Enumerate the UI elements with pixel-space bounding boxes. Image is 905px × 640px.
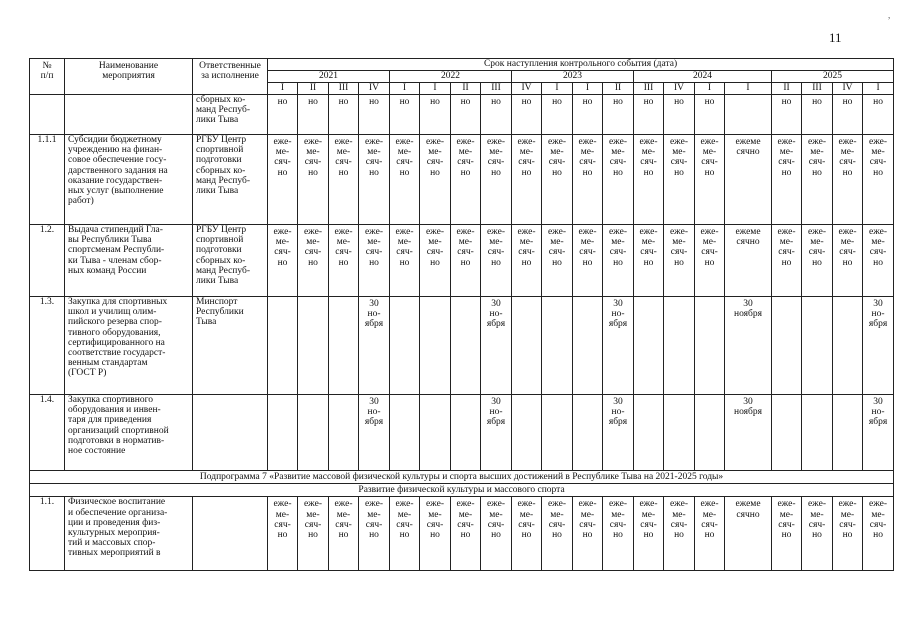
table-row: [30, 497, 894, 571]
schedule-cell: еже- ме- сяч- но: [833, 497, 863, 571]
schedule-cell: [512, 297, 542, 395]
schedule-cell: еже- ме- сяч- но: [772, 497, 802, 571]
schedule-cell: еже- ме- сяч- но: [329, 497, 359, 571]
schedule-cell: 30 но- ября: [359, 297, 390, 395]
schedule-cell: еже- ме- сяч- но: [329, 135, 359, 225]
schedule-cell: еже- ме- сяч- но: [298, 135, 329, 225]
schedule-cell: [390, 297, 420, 395]
schedule-cell: еже- ме- сяч- но: [420, 225, 451, 297]
schedule-cell: [695, 395, 725, 471]
subprogram-title: Подпрограмма 7 «Развитие массовой физической культуры и спорта высших достижений в Республике Тыва на 2021-2025 годы»: [30, 471, 894, 484]
schedule-cell: но: [695, 95, 725, 135]
schedule-cell: еже- ме- сяч- но: [512, 225, 542, 297]
header-term: Срок наступления контрольного события (дата): [268, 59, 894, 71]
schedule-cell: [695, 297, 725, 395]
schedule-cell: [833, 297, 863, 395]
header-quarter: II: [451, 83, 481, 95]
schedule-cell: но: [542, 95, 573, 135]
schedule-cell: [664, 395, 695, 471]
header-quarter: I: [863, 83, 894, 95]
schedule-cell: но: [298, 95, 329, 135]
schedule-cell: [573, 297, 603, 395]
header-quarter: III: [802, 83, 833, 95]
header-quarter: IV: [833, 83, 863, 95]
header-quarter: IV: [664, 83, 695, 95]
schedule-cell: еже- ме- сяч- но: [542, 225, 573, 297]
header-quarter: II: [603, 83, 634, 95]
header-quarter: IV: [359, 83, 390, 95]
schedule-cell: но: [451, 95, 481, 135]
schedule-cell: еже- ме- сяч- но: [359, 497, 390, 571]
schedule-cell: но: [573, 95, 603, 135]
header-year: 2023: [512, 71, 634, 83]
schedule-cell: [725, 95, 772, 135]
row-number: [30, 95, 65, 135]
row-responsible: [193, 395, 268, 471]
schedule-cell: еже- ме- сяч- но: [863, 225, 894, 297]
schedule-cell: еже- ме- сяч- но: [359, 135, 390, 225]
schedule-cell: но: [512, 95, 542, 135]
schedule-cell: [268, 395, 298, 471]
schedule-cell: еже- ме- сяч- но: [863, 497, 894, 571]
header-year: 2022: [390, 71, 512, 83]
header-quarter: I: [420, 83, 451, 95]
row-activity-name: Физическое воспитание и обеспечение организа- ции и проведения физ- культурных мероприя- тий и массовых спор- тивных мероприятий в: [65, 497, 193, 571]
schedule-cell: [542, 297, 573, 395]
schedule-cell: еже- ме- сяч- но: [772, 225, 802, 297]
header-quarter: II: [298, 83, 329, 95]
schedule-cell: еже- ме- сяч- но: [695, 135, 725, 225]
schedule-cell: ежеме сячно: [725, 135, 772, 225]
schedule-cell: еже- ме- сяч- но: [863, 135, 894, 225]
schedule-cell: [329, 395, 359, 471]
schedule-cell: 30 но- ября: [359, 395, 390, 471]
schedule-cell: [298, 297, 329, 395]
schedule-cell: но: [481, 95, 512, 135]
row-responsible: РГБУ Центр спортивной подготовки сборных ко- манд Респуб- лики Тыва: [193, 135, 268, 225]
margin-mark: ,: [888, 10, 891, 20]
section-title: Развитие физической культуры и массового спорта: [30, 484, 894, 497]
row-number: 1.2.: [30, 225, 65, 297]
schedule-cell: но: [802, 95, 833, 135]
schedule-cell: еже- ме- сяч- но: [512, 135, 542, 225]
schedule-cell: еже- ме- сяч- но: [420, 135, 451, 225]
row-responsible: Минспорт Республики Тыва: [193, 297, 268, 395]
schedule-cell: но: [390, 95, 420, 135]
schedule-cell: еже- ме- сяч- но: [603, 225, 634, 297]
page-number: 11: [829, 30, 842, 45]
header-quarter: III: [481, 83, 512, 95]
table-row: [30, 225, 894, 297]
header-quarter: I: [390, 83, 420, 95]
schedule-cell: еже- ме- сяч- но: [542, 135, 573, 225]
schedule-cell: ежеме сячно: [725, 497, 772, 571]
row-activity-name: Выдача стипендий Гла- вы Республики Тыва спортсменам Республи- ки Тыва - членам сбор- ных команд России: [65, 225, 193, 297]
table-row: [30, 297, 894, 395]
header-quarter: I: [695, 83, 725, 95]
row-number: 1.1.: [30, 497, 65, 571]
schedule-cell: 30 но- ября: [481, 297, 512, 395]
header-responsible: Ответственные за исполнение: [193, 59, 268, 95]
schedule-cell: 30 но- ября: [603, 395, 634, 471]
header-quarter: I: [268, 83, 298, 95]
schedule-cell: еже- ме- сяч- но: [298, 225, 329, 297]
table-row: [30, 135, 894, 225]
schedule-cell: еже- ме- сяч- но: [802, 135, 833, 225]
schedule-cell: еже- ме- сяч- но: [802, 225, 833, 297]
schedule-cell: еже- ме- сяч- но: [542, 497, 573, 571]
schedule-cell: 30 но- ября: [863, 297, 894, 395]
schedule-cell: еже- ме- сяч- но: [512, 497, 542, 571]
schedule-cell: ежеме сячно: [725, 225, 772, 297]
schedule-cell: но: [420, 95, 451, 135]
header-num: № п/п: [30, 59, 65, 95]
schedule-cell: [420, 297, 451, 395]
schedule-cell: [772, 297, 802, 395]
header-quarter: I: [725, 83, 772, 95]
schedule-cell: еже- ме- сяч- но: [603, 497, 634, 571]
header-quarter: IV: [512, 83, 542, 95]
header-year: 2024: [634, 71, 772, 83]
schedule-cell: еже- ме- сяч- но: [772, 135, 802, 225]
schedule-cell: но: [329, 95, 359, 135]
schedule-cell: еже- ме- сяч- но: [664, 225, 695, 297]
header-year: 2025: [772, 71, 894, 83]
schedule-cell: еже- ме- сяч- но: [573, 135, 603, 225]
schedule-cell: еже- ме- сяч- но: [420, 497, 451, 571]
header-quarter: III: [329, 83, 359, 95]
schedule-cell: [802, 395, 833, 471]
header-quarter: I: [542, 83, 573, 95]
schedule-cell: [451, 395, 481, 471]
header-name: Наименование мероприятия: [65, 59, 193, 95]
schedule-cell: еже- ме- сяч- но: [390, 225, 420, 297]
schedule-cell: но: [833, 95, 863, 135]
schedule-cell: еже- ме- сяч- но: [695, 225, 725, 297]
schedule-cell: еже- ме- сяч- но: [634, 225, 664, 297]
schedule-cell: [772, 395, 802, 471]
schedule-cell: еже- ме- сяч- но: [833, 225, 863, 297]
row-number: 1.4.: [30, 395, 65, 471]
row-activity-name: Субсидии бюджетному учреждению на финан- совое обеспечение госу- дарственного задания на оказание государствен- ных услуг (выполнение работ): [65, 135, 193, 225]
row-activity-name: [65, 95, 193, 135]
row-responsible: РГБУ Центр спортивной подготовки сборных ко- манд Респуб- лики Тыва: [193, 225, 268, 297]
schedule-cell: еже- ме- сяч- но: [268, 135, 298, 225]
schedule-cell: [298, 395, 329, 471]
schedule-cell: еже- ме- сяч- но: [573, 497, 603, 571]
schedule-cell: [390, 395, 420, 471]
schedule-cell: еже- ме- сяч- но: [390, 135, 420, 225]
row-responsible: сборных ко- манд Респуб- лики Тыва: [193, 95, 268, 135]
schedule-cell: [634, 395, 664, 471]
schedule-cell: еже- ме- сяч- но: [451, 225, 481, 297]
row-activity-name: Закупка спортивного оборудования и инвен- таря для приведения организаций спортивной подготовки в норматив- ное состояние: [65, 395, 193, 471]
schedule-cell: еже- ме- сяч- но: [268, 225, 298, 297]
schedule-cell: еже- ме- сяч- но: [634, 135, 664, 225]
schedule-cell: еже- ме- сяч- но: [833, 135, 863, 225]
schedule-cell: еже- ме- сяч- но: [451, 497, 481, 571]
schedule-cell: [329, 297, 359, 395]
header-quarter: III: [634, 83, 664, 95]
schedule-cell: [512, 395, 542, 471]
schedule-cell: но: [268, 95, 298, 135]
schedule-cell: 30 но- ября: [603, 297, 634, 395]
schedule-cell: [268, 297, 298, 395]
row-number: 1.1.1: [30, 135, 65, 225]
schedule-cell: но: [634, 95, 664, 135]
schedule-cell: но: [772, 95, 802, 135]
header-quarter: I: [573, 83, 603, 95]
schedule-cell: но: [664, 95, 695, 135]
schedule-cell: еже- ме- сяч- но: [802, 497, 833, 571]
schedule-cell: еже- ме- сяч- но: [603, 135, 634, 225]
row-activity-name: Закупка для спортивных школ и училищ олим- пийского резерва спор- тивного оборудования, сертифицированного на соответствие государст- венным стандартам (ГОСТ Р): [65, 297, 193, 395]
schedule-cell: но: [863, 95, 894, 135]
schedule-cell: еже- ме- сяч- но: [298, 497, 329, 571]
schedule-cell: [802, 297, 833, 395]
schedule-cell: [542, 395, 573, 471]
schedule-cell: [451, 297, 481, 395]
schedule-cell: еже- ме- сяч- но: [481, 225, 512, 297]
schedule-cell: еже- ме- сяч- но: [695, 497, 725, 571]
schedule-cell: еже- ме- сяч- но: [329, 225, 359, 297]
row-responsible: [193, 497, 268, 571]
schedule-cell: еже- ме- сяч- но: [268, 497, 298, 571]
schedule-cell: еже- ме- сяч- но: [390, 497, 420, 571]
schedule-cell: 30 но- ября: [863, 395, 894, 471]
row-number: 1.3.: [30, 297, 65, 395]
table-row: [30, 95, 894, 135]
schedule-cell: [833, 395, 863, 471]
schedule-cell: 30 но- ября: [481, 395, 512, 471]
schedule-cell: но: [603, 95, 634, 135]
schedule-cell: [573, 395, 603, 471]
schedule-cell: еже- ме- сяч- но: [573, 225, 603, 297]
schedule-cell: еже- ме- сяч- но: [664, 135, 695, 225]
schedule-cell: 30 ноября: [725, 395, 772, 471]
schedule-cell: еже- ме- сяч- но: [664, 497, 695, 571]
schedule-cell: еже- ме- сяч- но: [481, 497, 512, 571]
schedule-table: [29, 58, 894, 571]
schedule-cell: [420, 395, 451, 471]
table-row: [30, 395, 894, 471]
schedule-cell: еже- ме- сяч- но: [481, 135, 512, 225]
schedule-cell: 30 ноября: [725, 297, 772, 395]
schedule-cell: [634, 297, 664, 395]
schedule-cell: [664, 297, 695, 395]
schedule-cell: но: [359, 95, 390, 135]
schedule-cell: еже- ме- сяч- но: [359, 225, 390, 297]
header-year: 2021: [268, 71, 390, 83]
schedule-cell: еже- ме- сяч- но: [634, 497, 664, 571]
schedule-cell: еже- ме- сяч- но: [451, 135, 481, 225]
header-quarter: II: [772, 83, 802, 95]
